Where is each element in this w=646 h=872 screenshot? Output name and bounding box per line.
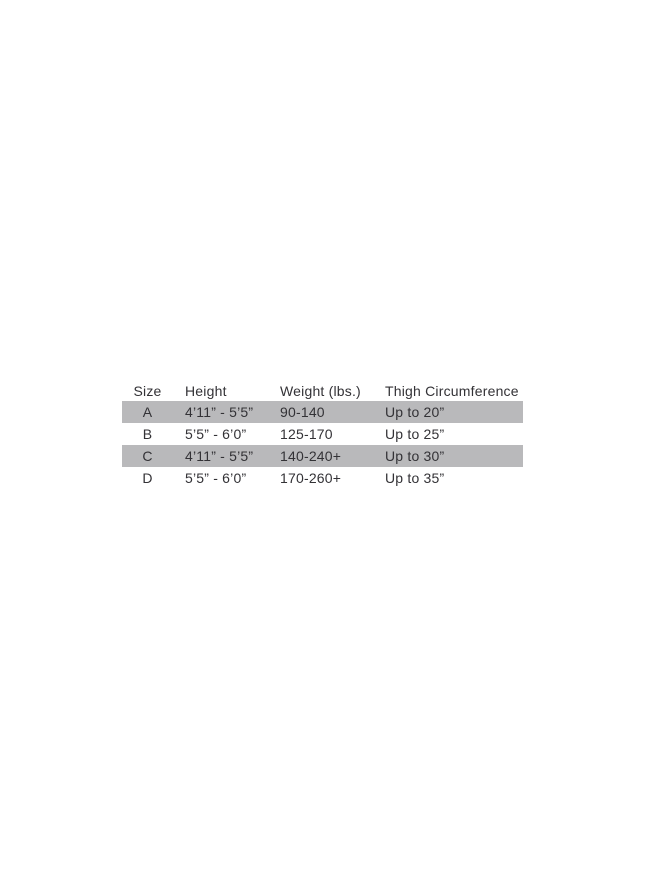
cell-size: B xyxy=(142,426,153,442)
cell-height: 4’11” - 5’5” xyxy=(185,448,254,464)
size-chart-table xyxy=(122,380,523,489)
cell-height: 5’5” - 6’0” xyxy=(185,470,247,486)
column-header-size: Size xyxy=(133,382,162,399)
cell-thigh-circumference: Up to 35” xyxy=(385,470,445,486)
cell-weight: 125-170 xyxy=(280,426,333,442)
table-row xyxy=(122,423,523,445)
table-header-row xyxy=(122,380,523,401)
cell-height: 5’5” - 6’0” xyxy=(185,426,247,442)
column-header-weight: Weight (lbs.) xyxy=(280,382,361,399)
cell-weight: 170-260+ xyxy=(280,470,342,486)
cell-thigh-circumference: Up to 20” xyxy=(385,404,445,420)
cell-thigh-circumference: Up to 30” xyxy=(385,448,445,464)
cell-weight: 90-140 xyxy=(280,404,325,420)
column-header-thigh-circumference: Thigh Circumference xyxy=(385,382,519,399)
cell-thigh-circumference: Up to 25” xyxy=(385,426,445,442)
cell-size: C xyxy=(142,448,153,464)
cell-weight: 140-240+ xyxy=(280,448,342,464)
column-header-height: Height xyxy=(185,382,227,399)
cell-height: 4’11” - 5’5” xyxy=(185,404,254,420)
cell-size: A xyxy=(142,404,153,420)
table-row xyxy=(122,401,523,423)
table-row xyxy=(122,467,523,489)
cell-size: D xyxy=(142,470,153,486)
table-row xyxy=(122,445,523,467)
